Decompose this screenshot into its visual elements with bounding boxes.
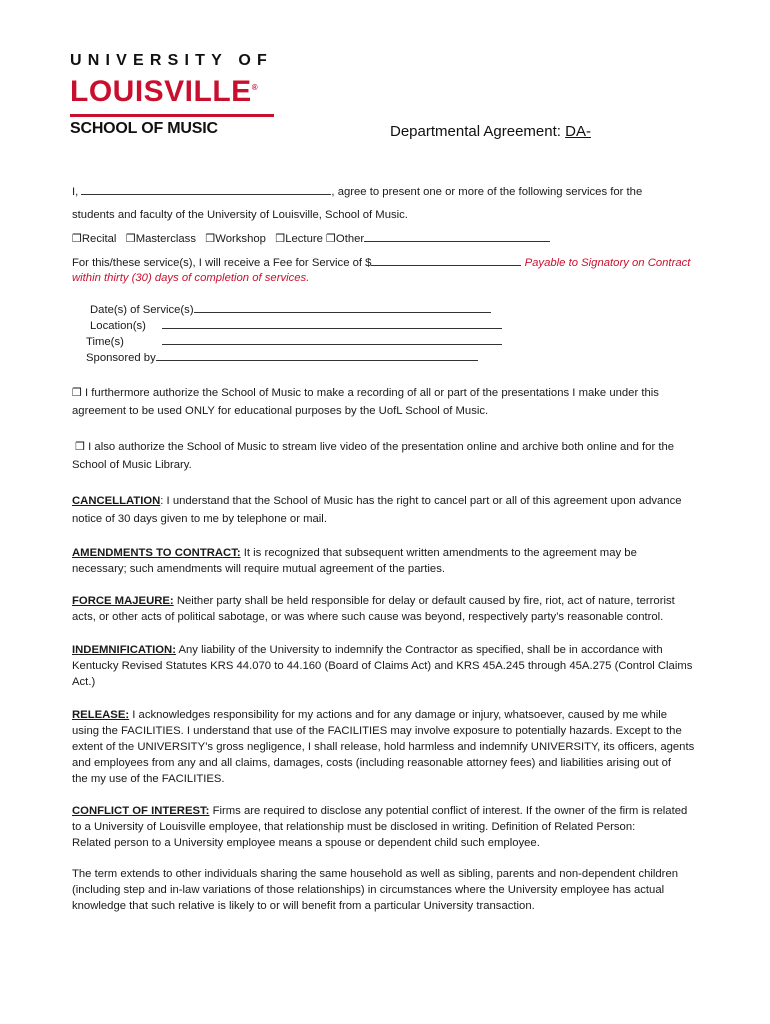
checkbox-workshop[interactable]: [205, 233, 266, 245]
departmental-agreement-title: [390, 123, 662, 140]
checkbox-icon: ❒: [205, 233, 216, 245]
fee-amount-field[interactable]: [371, 254, 521, 266]
services-row: [72, 230, 550, 247]
conflict-line2: to a University of Louisville employee, that relationship must be disclosed in writing. Definition of Related Person:: [72, 821, 636, 833]
sponsored-field[interactable]: [156, 349, 478, 361]
registered-mark: ®: [251, 83, 259, 92]
release-paragraph: [72, 707, 698, 787]
service-label-other: Other: [335, 233, 365, 245]
recording-checkbox[interactable]: ❒: [72, 387, 82, 399]
force-line2: acts, or other acts of political sabotage, or was where such cause was beyond, respectively party’s reasonable control.: [72, 611, 664, 623]
recording-line1: I furthermore authorize the School of Music to make a recording of all or part of the presentations I make under this: [81, 387, 659, 399]
times-field[interactable]: [162, 333, 502, 345]
dates-label: Date(s) of Service(s): [90, 304, 194, 316]
logo-louisville: [70, 72, 290, 108]
term-line3: knowledge that such relative is likely to or will benefit from a particular University transaction.: [72, 900, 535, 912]
term-line2: (including step and in-law variations of those relationships) in circumstances where the University employee has actual: [72, 884, 665, 896]
amendments-paragraph: [72, 545, 698, 577]
service-label-workshop: Workshop: [215, 233, 266, 245]
release-line4: and employees from any and all claims, damages, costs (including reasonable attorney fees) and liabilities arising out of: [72, 757, 672, 769]
stream-checkbox[interactable]: ❒: [75, 441, 86, 453]
service-label-recital: Recital: [81, 233, 117, 245]
indemnification-line3: Act.): [72, 676, 96, 688]
times-row: [86, 333, 502, 350]
amendments-line2: necessary; such amendments will require mutual agreement of the parties.: [72, 563, 445, 575]
cancellation-heading: CANCELLATION: [72, 495, 161, 507]
release-line3: extent of the UNIVERSITY’s gross negligence, I shall release, hold harmless and indemnify UNIVERSITY, its officers, agents: [72, 741, 695, 753]
intro-suffix: , agree to present one or more of the following services for the: [331, 186, 643, 198]
recording-line2: agreement to be used ONLY for educational purposes by the UofL School of Music.: [72, 405, 489, 417]
fee-line: [72, 254, 690, 271]
intro-line: [72, 183, 642, 200]
sponsored-row: [86, 349, 478, 366]
stream-paragraph: [72, 439, 698, 473]
indemnification-paragraph: [72, 642, 698, 690]
stream-line1: I also authorize the School of Music to stream live video of the presentation online and archive both online and for the: [85, 441, 675, 453]
fee-text: For this/these service(s), I will receive a Fee for Service of $: [72, 257, 372, 269]
dept-label: Departmental Agreement:: [390, 123, 561, 140]
logo-university-of: UNIVERSITY OF: [70, 52, 273, 69]
dates-row: [90, 301, 491, 318]
checkbox-recital[interactable]: [72, 233, 116, 245]
cancellation-line2: notice of 30 days given to me by telephone or mail.: [72, 513, 327, 525]
university-logo: [70, 52, 290, 117]
indemnification-line2: Kentucky Revised Statutes KRS 44.070 to 44.160 (Board of Claims Act) and KRS 45A.245 through 45A.275 (Control Claims: [72, 660, 693, 672]
indemnification-line1: Any liability of the University to indemnify the Contractor as specified, shall be in accordance with: [175, 644, 663, 656]
school-name: SCHOOL OF MUSIC: [70, 120, 218, 137]
force-heading: FORCE MAJEURE:: [72, 595, 174, 607]
release-line5: the my use of the FACILITIES.: [72, 773, 225, 785]
locations-field[interactable]: [162, 317, 502, 329]
locations-row: [90, 317, 502, 334]
service-label-lecture: Lecture: [285, 233, 323, 245]
conflict-line1: Firms are required to disclose any potential conflict of interest. If the owner of the firm is related: [209, 805, 688, 817]
logo-rule: [70, 114, 274, 117]
locations-label: Location(s): [90, 320, 146, 332]
sponsored-label: Sponsored by: [86, 352, 156, 364]
stream-line2: School of Music Library.: [72, 459, 192, 471]
service-label-masterclass: Masterclass: [135, 233, 196, 245]
cancellation-paragraph: [72, 493, 698, 527]
dates-field[interactable]: [194, 301, 491, 313]
release-line1: I acknowledges responsibility for my actions and for any damage or injury, whatsoever, caused by me while: [129, 709, 668, 721]
amendments-heading: AMENDMENTS TO CONTRACT:: [72, 547, 241, 559]
release-heading: RELEASE:: [72, 709, 130, 721]
recording-paragraph: [72, 385, 698, 419]
within-note: within thirty (30) days of completion of services.: [72, 272, 310, 284]
checkbox-masterclass[interactable]: [126, 233, 196, 245]
conflict-heading: CONFLICT OF INTEREST:: [72, 805, 210, 817]
conflict-paragraph: [72, 803, 698, 851]
conflict-line3: Related person to a University employee means a spouse or dependent child such employee.: [72, 837, 540, 849]
force-majeure-paragraph: [72, 593, 698, 625]
indemnification-heading: INDEMNIFICATION:: [72, 644, 176, 656]
times-label: Time(s): [86, 336, 124, 348]
intro-prefix: I,: [72, 186, 79, 198]
checkbox-icon: ❒: [275, 233, 286, 245]
checkbox-other[interactable]: [326, 233, 364, 245]
payable-note: Payable to Signatory on Contract: [524, 257, 691, 269]
logo-louisville-text: LOUISVILLE: [70, 75, 252, 108]
other-field[interactable]: [364, 230, 550, 242]
checkbox-lecture[interactable]: [275, 233, 323, 245]
intro-line2: students and faculty of the University of Louisville, School of Music.: [72, 209, 408, 221]
cancellation-line1: : I understand that the School of Music has the right to cancel part or all of this agreement upon advance: [160, 495, 682, 507]
amendments-line1: It is recognized that subsequent written amendments to the agreement may be: [240, 547, 637, 559]
checkbox-icon: ❒: [125, 233, 136, 245]
dept-code-field[interactable]: DA-: [565, 123, 591, 140]
force-line1: Neither party shall be held responsible for delay or default caused by fire, riot, act of nature, terrorist: [173, 595, 675, 607]
name-field[interactable]: [81, 183, 331, 195]
term-paragraph: [72, 866, 698, 914]
term-line1: The term extends to other individuals sharing the same household as well as sibling, parents and non-dependent children: [72, 868, 679, 880]
checkbox-icon: ❒: [72, 233, 82, 245]
checkbox-icon: ❒: [326, 233, 336, 245]
release-line2: using the FACILITIES. I understand that use of the FACILITIES may involve exposure to potentially hazards. Except to the: [72, 725, 682, 737]
